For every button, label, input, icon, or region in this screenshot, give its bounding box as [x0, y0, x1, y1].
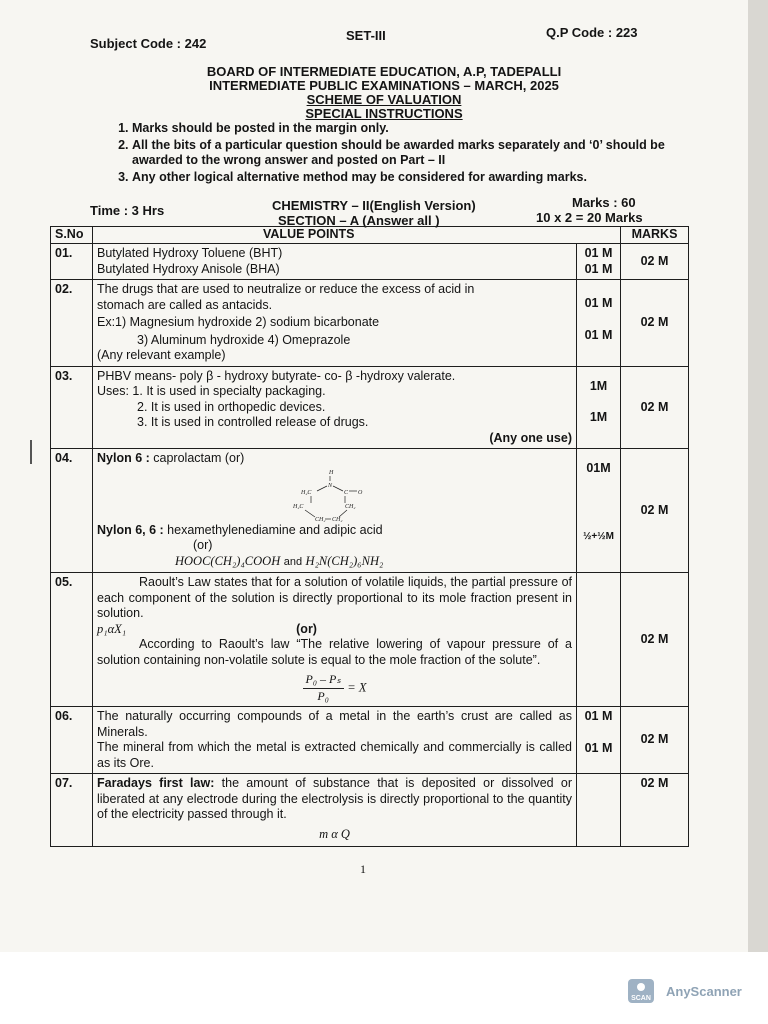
value-points: [93, 244, 577, 280]
value-points: [93, 707, 577, 774]
structure-atom-label: C: [344, 489, 349, 496]
bit-mark: 01 M: [584, 327, 613, 342]
structure-atom-label: CH₂: [315, 516, 326, 523]
raoult-equation: [303, 672, 344, 704]
subject-title: CHEMISTRY – II(English Version): [272, 198, 476, 213]
scanner-logo-text: SCAN: [631, 995, 651, 1002]
row-number: 05.: [51, 573, 93, 707]
table-row: [51, 774, 689, 847]
point-line: 2. It is used in orthopedic devices.: [137, 399, 326, 414]
point-line: PHBV means- poly β - hydroxy butyrate- co- β -hydroxy valerate.: [97, 368, 456, 383]
row-number: 02.: [51, 280, 93, 367]
bit-marks: [577, 573, 621, 707]
point-line: Butylated Hydroxy Anisole (BHA): [97, 261, 280, 276]
table-row: [51, 280, 689, 367]
point-paragraph: According to Raoult’s law “The relative lowering of vapour pressure of a solution containing non-volatile solute is equal to the mole fraction of the solute”.: [97, 637, 572, 667]
qp-code: Q.P Code : 223: [546, 25, 638, 40]
bit-mark: 01 M: [584, 296, 613, 310]
set-label: SET-III: [346, 28, 386, 43]
bit-mark: 01 M: [584, 740, 613, 755]
bit-mark: 01 M: [584, 261, 613, 276]
value-points: [93, 449, 577, 573]
equation-numerator: P₀ – Pₛ: [303, 672, 344, 689]
subject-code: Subject Code : 242: [90, 36, 207, 51]
bit-marks: [577, 707, 621, 774]
instruction-item: 2. All the bits of a particular question should be awarded marks separately and ‘0’ should be awarded to the wrong answer and posted on Part – II: [132, 138, 672, 169]
bit-marks: [577, 774, 621, 847]
table-row: [51, 573, 689, 707]
point-line: Uses: 1. It is used in specialty packaging.: [97, 384, 326, 398]
structure-atom-label: O: [358, 489, 363, 496]
scheme-title: SCHEME OF VALUATION: [306, 92, 462, 107]
formula-hexamethylenediamine: H₂N(CH₂)₆NH₂: [305, 553, 384, 568]
law-text: the amount of substance that is deposited or dissolved or liberated at any electrode during the electrolysis is directly proportional to the quantity of the electricity passed through it.: [97, 776, 573, 821]
table-header-row: [51, 227, 689, 244]
equation-rhs: = X: [347, 680, 367, 695]
nylon66-text: hexamethylenediamine and adipic acid: [163, 522, 383, 537]
instruction-item: 3. Any other logical alternative method may be considered for awarding marks.: [132, 170, 672, 186]
bit-mark: 01 M: [584, 246, 613, 260]
table-row: [51, 449, 689, 573]
total-marks-cell: 02 M: [621, 244, 689, 280]
bit-mark: 01 M: [584, 709, 613, 723]
bit-mark: ½+½M: [583, 530, 614, 542]
table-row: [51, 244, 689, 280]
column-header-marks: MARKS: [621, 227, 689, 244]
point-line: Butylated Hydroxy Toluene (BHT): [97, 246, 283, 260]
point-line: The naturally occurring compounds of a metal in the earth’s crust are called as Minerals.: [97, 709, 572, 739]
table-row: [51, 366, 689, 449]
value-points: [93, 774, 577, 847]
row-number: 01.: [51, 244, 93, 280]
scanner-app-name: AnyScanner: [666, 984, 742, 999]
or-label: (or): [193, 538, 213, 552]
margin-mark: [30, 440, 32, 464]
column-header-sno: S.No: [51, 227, 93, 244]
point-line: Ex:1) Magnesium hydroxide 2) sodium bicarbonate: [97, 315, 380, 329]
table-row: [51, 707, 689, 774]
structure-atom-label: H: [329, 469, 334, 476]
value-points: [93, 366, 577, 449]
total-marks-cell: 02 M: [621, 707, 689, 774]
structure-atom-label: N: [328, 482, 333, 489]
point-line: The drugs that are used to neutralize or reduce the excess of acid in: [97, 282, 475, 296]
total-marks: Marks : 60: [572, 195, 636, 210]
section-title: SECTION – A (Answer all ): [278, 213, 440, 228]
bit-marks: [577, 280, 621, 367]
raoult-relation: p₁αX₁: [97, 621, 127, 636]
total-marks-cell: 02 M: [621, 449, 689, 573]
point-line: stomach are called as antacids.: [97, 297, 273, 312]
bit-mark: 01M: [586, 461, 611, 475]
total-marks-cell: 02 M: [621, 280, 689, 367]
row-number: 06.: [51, 707, 93, 774]
value-points: [93, 573, 577, 707]
total-marks-cell: 02 M: [621, 366, 689, 449]
section-marks: 10 x 2 = 20 Marks: [536, 210, 643, 225]
page-number: 1: [360, 862, 366, 876]
structure-atom-label: CH₂: [345, 503, 356, 510]
row-number: 07.: [51, 774, 93, 847]
point-paragraph: Raoult’s Law states that for a solution of volatile liquids, the partial pressure of each component of the solution is directly proportional to its mole fraction present in solution.: [97, 575, 572, 620]
value-points: [93, 280, 577, 367]
bit-mark: 1M: [589, 378, 608, 393]
and-label: and: [283, 555, 303, 568]
or-label: (or): [296, 621, 317, 636]
equation-denominator: P₀: [317, 688, 329, 703]
nylon6-label: Nylon 6 :: [97, 451, 150, 465]
bit-marks: [577, 449, 621, 573]
point-line: 3. It is used in controlled release of drugs.: [137, 415, 369, 429]
point-line: 3) Aluminum hydroxide 4) Omeprazole: [137, 332, 351, 347]
bit-marks: [577, 244, 621, 280]
point-line: The mineral from which the metal is extracted chemically and commercially is called as its Ore.: [97, 740, 572, 770]
instruction-item: 1. Marks should be posted in the margin only.: [132, 121, 672, 137]
formula-adipic-acid: HOOC(CH₂)₄COOH: [175, 553, 281, 568]
row-number: 04.: [51, 449, 93, 573]
caprolactam-structure: [287, 467, 387, 523]
column-header-points: VALUE POINTS: [93, 227, 621, 244]
board-name: BOARD OF INTERMEDIATE EDUCATION, A.P, TADEPALLI: [206, 64, 562, 79]
special-instructions-title: SPECIAL INSTRUCTIONS: [305, 106, 463, 121]
scanner-logo-icon: [626, 978, 656, 1004]
law-label: Faradays first law:: [97, 776, 215, 790]
structure-atom-label: H₂C: [301, 489, 312, 496]
nylon6-text: caprolactam (or): [149, 451, 245, 465]
bit-marks: [577, 366, 621, 449]
total-marks-cell: 02 M: [621, 774, 689, 847]
nylon66-label: Nylon 6, 6 :: [97, 522, 164, 537]
time-label: Time : 3 Hrs: [90, 203, 165, 218]
bit-mark: 1M: [589, 410, 608, 424]
exam-name: INTERMEDIATE PUBLIC EXAMINATIONS – MARCH, 2025: [209, 78, 559, 93]
valuation-table: [50, 226, 689, 847]
row-number: 03.: [51, 366, 93, 449]
structure-atom-label: CH₂: [332, 516, 343, 523]
instructions-list: [108, 121, 672, 186]
structure-atom-label: H₂C: [293, 503, 304, 510]
point-line: (Any relevant example): [97, 348, 226, 362]
point-line: (Any one use): [489, 430, 572, 445]
total-marks-cell: 02 M: [621, 573, 689, 707]
faraday-relation: m α Q: [319, 826, 350, 841]
